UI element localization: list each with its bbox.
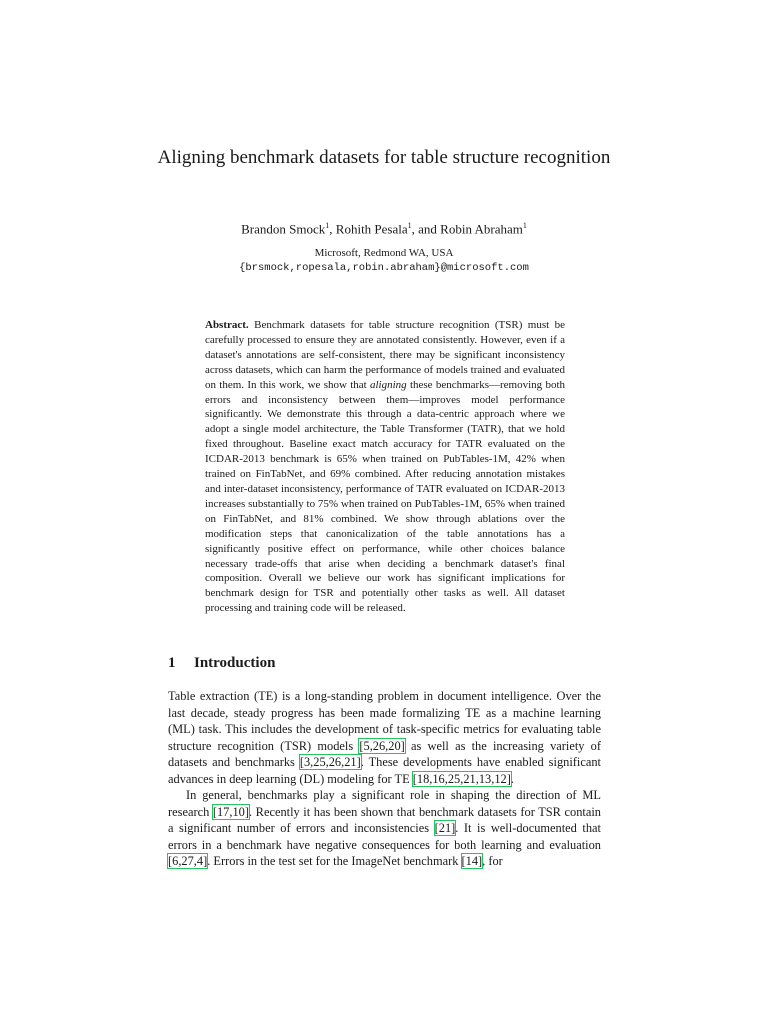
section-heading (168, 655, 275, 672)
section-number: 1 (168, 655, 176, 671)
citation-link[interactable]: [21] (434, 821, 456, 835)
citation-link[interactable]: [18,16,25,21,13,12] (412, 771, 511, 786)
citation-link[interactable]: [3,25,26,21] (299, 755, 361, 769)
citation-link[interactable]: [17,10] (212, 804, 249, 819)
affiliation: Microsoft, Redmond WA, USA (314, 247, 454, 259)
affiliation-mark: 1 (325, 221, 330, 230)
section-title: Introduction (194, 655, 276, 671)
paragraph (168, 688, 601, 787)
citation-link[interactable]: [6,27,4] (168, 854, 208, 868)
abstract-emphasis: aligning (370, 378, 407, 391)
abstract (205, 318, 565, 616)
paragraph-text: . (510, 771, 514, 786)
abstract-text: Benchmark datasets for table structure recognition (TSR) must be carefully processed to ensure they are annotated consistently. However, even if a dataset's annotations are self-consistent, there may be significant inconsistency across datasets, which can harm the performance of models trained and evaluated on them. In this work, we show that (205, 319, 565, 391)
paragraph (168, 787, 601, 870)
paragraph-text: . These developments have enabled significant advances in deep learning (DL) modeling for TE (168, 755, 601, 786)
author-separator: , (329, 221, 336, 237)
affiliation-block (120, 246, 648, 276)
paragraph-text: Table extraction (TE) is a long-standing problem in document intelligence. Over the last decade, steady progress has been made formalizing TE as a machine learning (ML) task. This includes the development of task-specific metrics for evaluating table structure recognition (TSR) models (168, 689, 601, 753)
email-addresses: {brsmock,ropesala,robin.abraham}@microsoft.com (239, 262, 529, 274)
paragraph-text: . Errors in the test set for the ImageNet benchmark (207, 854, 462, 868)
paragraph-text: . Recently it has been shown that benchmark datasets for TSR contain a significant number of errors and inconsistencies (168, 804, 601, 835)
paragraph-text: In general, benchmarks play a significant role in shaping the direction of ML research (168, 788, 601, 819)
introduction-body (168, 688, 601, 870)
abstract-text: these benchmarks—removing both errors and inconsistency between them—improves model performance significantly. We demonstrate this through a data-centric approach where we adopt a single model architecture, the Table Transformer (TATR), that we hold fixed throughout. Baseline exact match accuracy for TATR evaluated on the ICDAR-2013 benchmark is 65% when trained on PubTables-1M, 42% when trained on FinTabNet, and 69% combined. After reducing annotation mistakes and inter-dataset inconsistency, performance of TATR evaluated on ICDAR-2013 increases substantially to 75% when trained on PubTables-1M, 65% when trained on FinTabNet, and 81% combined. We show through ablations over the modification steps that canonicalization of the table annotations has a significantly positive effect on performance, while other choices balance necessary trade-offs that arise when deciding a benchmark dataset's final composition. Overall we believe our work has significant implications for benchmark design for TSR and potentially other tasks as well. All dataset processing and training code will be released. (205, 378, 565, 615)
paragraph-text: , for (482, 854, 503, 868)
paragraph-text: as well as the increasing variety of datasets and benchmarks (168, 738, 601, 769)
abstract-label: Abstract. (205, 319, 249, 331)
citation-link[interactable]: [5,26,20] (359, 738, 405, 753)
paper-title: Aligning benchmark datasets for table structure recognition (157, 147, 611, 168)
citation-link[interactable]: [14] (461, 854, 483, 868)
paragraph-text: . It is well-documented that errors in a benchmark have negative consequences for both learning and evaluation (168, 821, 601, 852)
author-list (120, 218, 648, 237)
author-name: Robin Abraham (440, 221, 523, 237)
author-name: Brandon Smock (241, 221, 326, 237)
author-name: Rohith Pesala (335, 221, 408, 237)
author-separator: , and (411, 221, 441, 237)
affiliation-mark: 1 (522, 221, 527, 230)
affiliation-mark: 1 (407, 221, 412, 230)
